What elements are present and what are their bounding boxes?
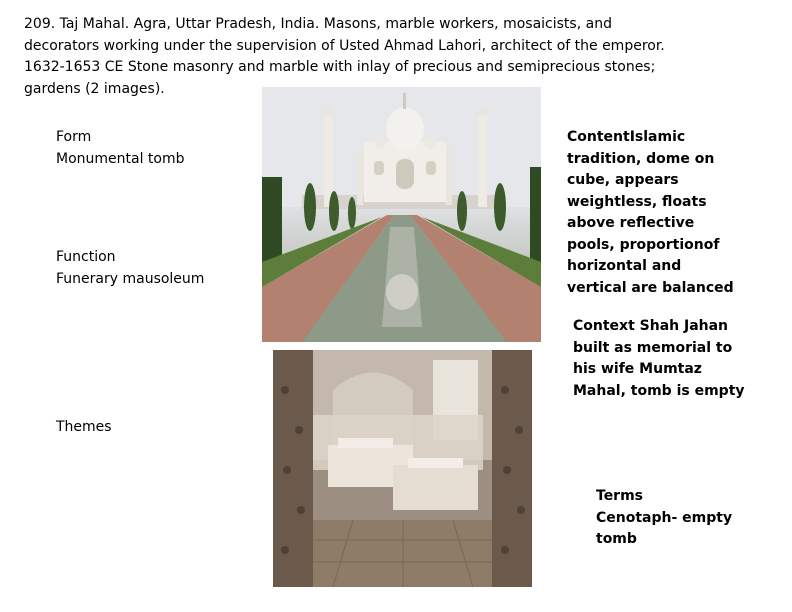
terms-line: Terms — [596, 488, 644, 504]
function-section — [56, 247, 204, 290]
content-line: ContentIslamic — [567, 129, 686, 145]
exterior-illustration — [262, 87, 541, 342]
context-line: his wife Mumtaz — [573, 361, 702, 377]
form-section — [56, 127, 185, 170]
taj-mahal-interior-cenotaph-photo — [273, 350, 532, 587]
interior-illustration — [273, 350, 532, 587]
header-line-1: 209. Taj Mahal. Agra, Uttar Pradesh, India. Masons, marble workers, mosaicists, and — [24, 16, 612, 32]
form-value: Monumental tomb — [56, 150, 185, 167]
themes-section — [56, 417, 112, 439]
content-line: horizontal and — [567, 258, 682, 274]
context-line: built as memorial to — [573, 339, 733, 356]
form-label: Form — [56, 129, 92, 145]
taj-mahal-exterior-photo — [262, 87, 541, 342]
content-line: weightless, floats — [567, 193, 707, 210]
function-label: Function — [56, 249, 116, 265]
context-line: Context Shah Jahan — [573, 318, 729, 334]
context-section — [573, 316, 745, 402]
header-line-2: decorators working under the supervision of Usted Ahmad Lahori, architect of the emperor. — [24, 37, 665, 54]
content-line: vertical are balanced — [567, 279, 734, 296]
terms-line: tomb — [596, 531, 637, 547]
header-line-3: 1632-1653 CE Stone masonry and marble with inlay of precious and semiprecious stones; — [24, 59, 656, 76]
terms-line: Cenotaph- empty — [596, 509, 733, 526]
content-section — [567, 127, 734, 299]
function-value: Funerary mausoleum — [56, 270, 205, 287]
context-line: Mahal, tomb is empty — [573, 382, 745, 399]
terms-section — [596, 486, 732, 551]
themes-label: Themes — [56, 419, 112, 435]
content-line: tradition, dome on — [567, 150, 715, 167]
content-line: above reflective — [567, 215, 695, 231]
header-line-4: gardens (2 images). — [24, 80, 165, 97]
content-line: pools, proportionof — [567, 236, 720, 253]
content-line: cube, appears — [567, 172, 679, 188]
